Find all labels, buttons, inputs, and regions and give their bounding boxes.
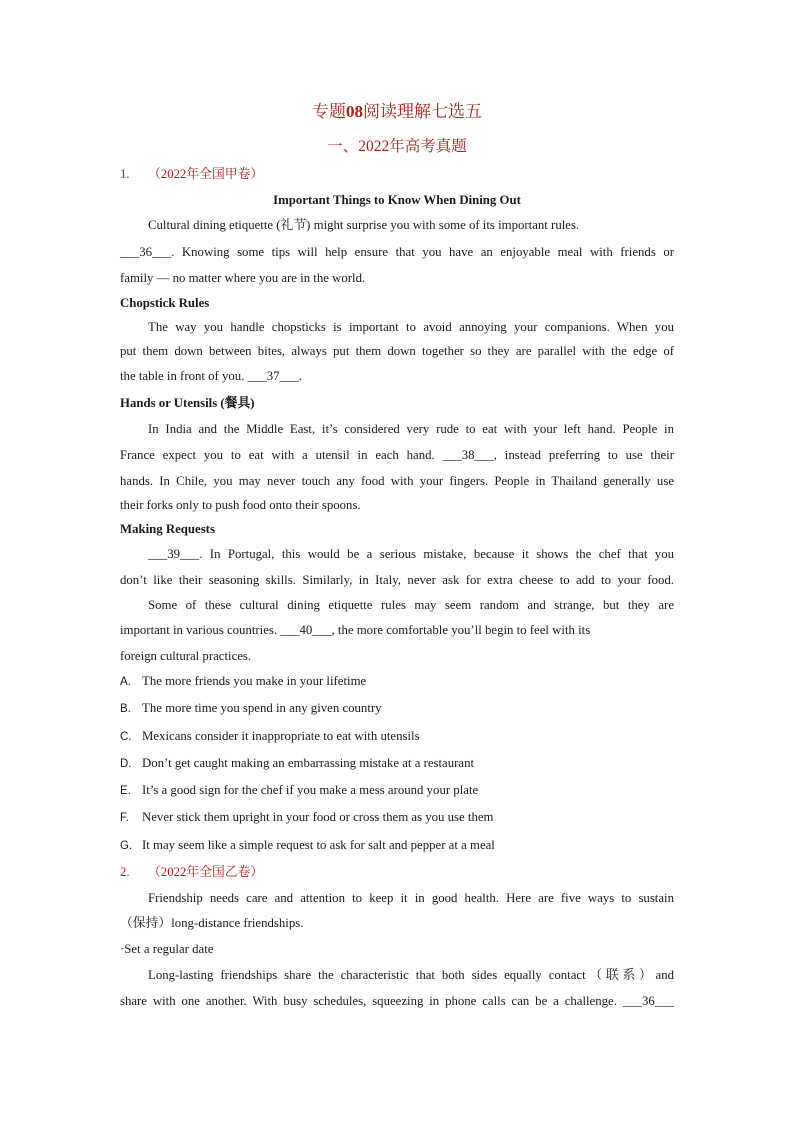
passage-1-line: family — no matter where you are in the world. bbox=[120, 271, 366, 285]
option-g bbox=[120, 837, 495, 854]
question-1-number: 1. bbox=[120, 167, 130, 181]
option-f bbox=[120, 809, 494, 826]
option-text: It may seem like a simple request to ask for salt and pepper at a meal bbox=[142, 838, 495, 852]
option-text: The more time you spend in any given country bbox=[142, 701, 382, 715]
blank-38: ___38___ bbox=[442, 448, 494, 462]
option-text: Mexicans consider it inappropriate to eat with utensils bbox=[142, 729, 420, 743]
passage-1-line bbox=[120, 244, 674, 260]
question-2-header bbox=[120, 864, 263, 880]
title-prefix: 专题 bbox=[312, 102, 346, 121]
passage-2-text: share with one another. With busy schedules, squeezing in phone calls can be a challenge. bbox=[120, 994, 617, 1008]
passage-1-line bbox=[120, 368, 302, 384]
option-letter: E. bbox=[120, 785, 131, 797]
passage-1-line: In India and the Middle East, it’s considered very rude to eat with your left hand. People in bbox=[148, 422, 674, 436]
passage-1-line: Some of these cultural dining etiquette rules may seem random and strange, but they are bbox=[148, 598, 674, 612]
passage-2-line: Friendship needs care and attention to keep it in good health. Here are five ways to sustain bbox=[148, 891, 674, 905]
passage-1-line bbox=[120, 546, 674, 562]
title-number: 08 bbox=[346, 102, 363, 121]
option-text: Don’t get caught making an embarrassing mistake at a restaurant bbox=[142, 756, 475, 770]
passage-1-line: The way you handle chopsticks is important to avoid annoying your companions. When you bbox=[148, 320, 674, 334]
passage-1-line: their forks only to push food onto their spoons. bbox=[120, 498, 361, 512]
passage-1-line bbox=[120, 622, 590, 638]
passage-1-text: the table in front of you. bbox=[120, 369, 245, 383]
passage-1-text: important in various countries. bbox=[120, 623, 278, 637]
passage-2-subheading: ·Set a regular date bbox=[120, 942, 214, 956]
option-text: The more friends you make in your lifetime bbox=[142, 674, 367, 688]
question-1-source: （2022年全国甲卷） bbox=[148, 167, 264, 181]
passage-1-text: France expect you to eat with a utensil in each hand. bbox=[120, 448, 435, 462]
option-b bbox=[120, 700, 382, 717]
passage-1-line: put them down between bites, always put them down together so they are parallel with the edge of bbox=[120, 344, 674, 358]
option-e bbox=[120, 782, 478, 799]
question-1-header bbox=[120, 166, 263, 182]
passage-2-line: （保持）long-distance friendships. bbox=[120, 916, 304, 930]
option-letter: B. bbox=[120, 703, 131, 715]
section-heading-chopstick: Chopstick Rules bbox=[120, 296, 210, 310]
blank-39: ___39___ bbox=[148, 547, 200, 561]
page-title bbox=[120, 97, 674, 122]
passage-1-line: hands. In Chile, you may never touch any food with your fingers. People in Thailand generally use bbox=[120, 474, 674, 488]
option-letter: G. bbox=[120, 840, 133, 852]
option-letter: F. bbox=[120, 812, 129, 824]
option-text: It’s a good sign for the chef if you make a mess around your plate bbox=[142, 783, 479, 797]
section-heading-utensils: Hands or Utensils (餐具) bbox=[120, 396, 255, 410]
passage-1-heading: Important Things to Know When Dining Out bbox=[273, 193, 521, 207]
option-text: Never stick them upright in your food or cross them as you use them bbox=[142, 810, 494, 824]
option-d bbox=[120, 755, 474, 772]
passage-1-text: . bbox=[298, 369, 302, 383]
passage-1-text: , the more comfortable you’ll begin to feel with its bbox=[331, 623, 591, 637]
passage-2-line bbox=[120, 993, 674, 1009]
question-2-source: （2022年全国乙卷） bbox=[148, 865, 264, 879]
blank-36: ___36___ bbox=[120, 245, 172, 259]
passage-1-text: . Knowing some tips will help ensure that you have an enjoyable meal with friends or bbox=[171, 245, 674, 259]
section-subtitle: 一、2022年高考真题 bbox=[327, 138, 467, 155]
passage-1-text: . In Portugal, this would be a serious mistake, because it shows the chef that you bbox=[199, 547, 674, 561]
passage-1-line: foreign cultural practices. bbox=[120, 649, 252, 663]
passage-1-line: don’t like their seasoning skills. Similarly, in Italy, never ask for extra cheese to add to your food. bbox=[120, 573, 674, 587]
passage-2-line: Long-lasting friendships share the characteristic that both sides equally contact（联系）and bbox=[148, 968, 674, 982]
option-letter: D. bbox=[120, 758, 132, 770]
passage-1-line bbox=[120, 447, 674, 463]
option-a bbox=[120, 673, 366, 690]
question-2-number: 2. bbox=[120, 865, 130, 879]
passage-1-line: Cultural dining etiquette (礼节) might surprise you with some of its important rules. bbox=[148, 218, 580, 232]
blank-40: ___40___ bbox=[280, 623, 332, 637]
blank-37: ___37___ bbox=[247, 369, 299, 383]
option-letter: C. bbox=[120, 731, 132, 743]
title-suffix: 阅读理解七选五 bbox=[363, 102, 482, 121]
passage-1-text: , instead preferring to use their bbox=[493, 448, 674, 462]
section-heading-requests: Making Requests bbox=[120, 522, 215, 536]
option-c bbox=[120, 728, 420, 745]
option-letter: A. bbox=[120, 676, 131, 688]
blank-36-q2: ___36___ bbox=[622, 994, 674, 1008]
